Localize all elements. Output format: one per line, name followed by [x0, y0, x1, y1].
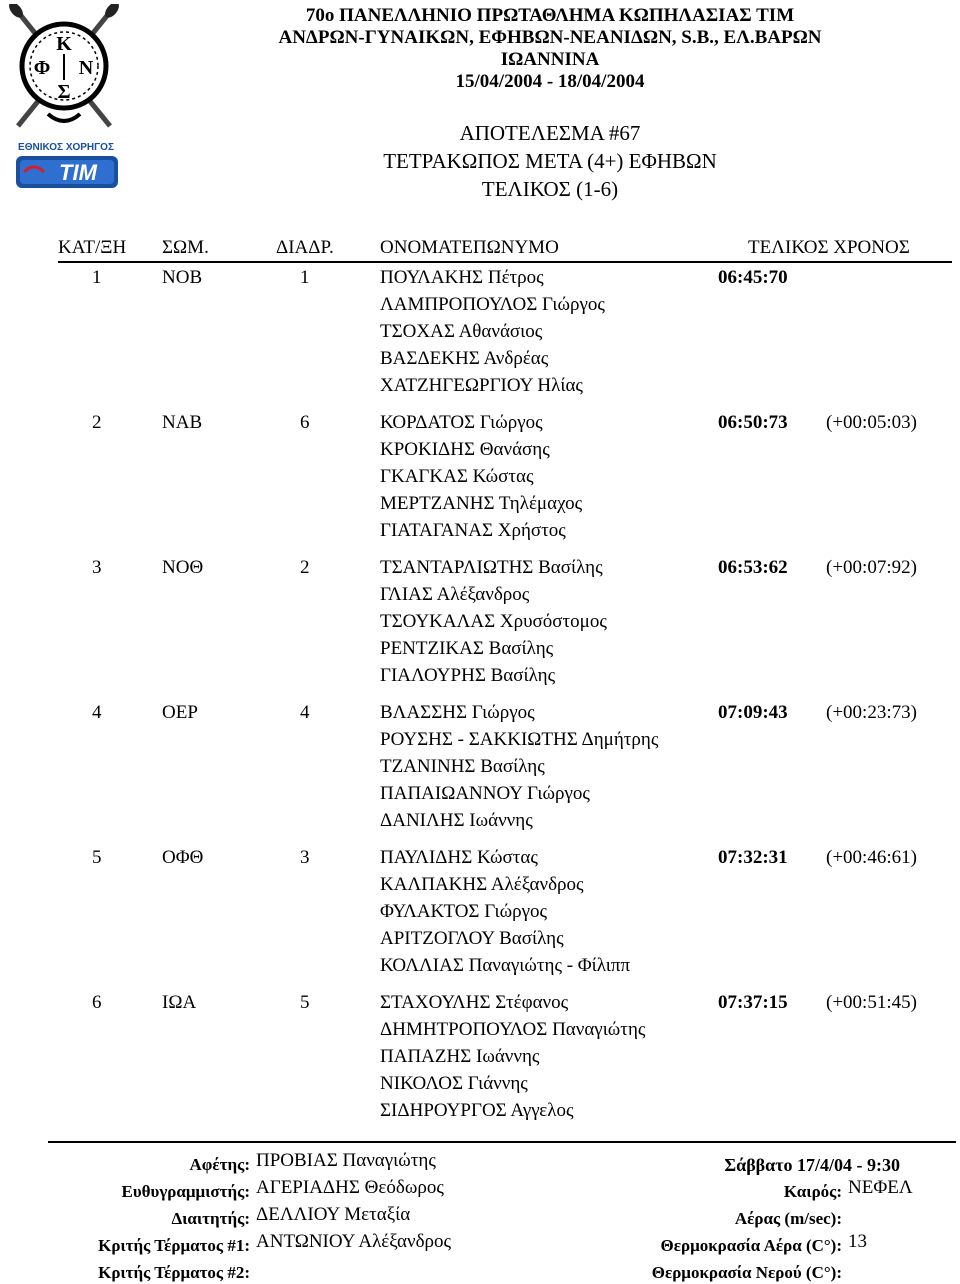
crew-member: ΔΗΜΗΤΡΟΠΟΥΛΟΣ Παναγιώτης — [380, 1019, 646, 1040]
crew-member: ΤΣΟΥΚΑΛΑΣ Χρυσόστομος — [380, 611, 607, 632]
sponsor-text: ΕΘΝΙΚΟΣ ΧΟΡΗΓΟΣ — [18, 142, 114, 153]
result-lane: 5 — [300, 992, 310, 1013]
logo-letter-2: Φ — [33, 57, 51, 79]
crew-member: ΚΟΡΔΑΤΟΣ Γιώργος — [380, 412, 543, 433]
official-label: Ευθυγραμμιστής: — [121, 1182, 250, 1201]
federation-emblem-icon — [4, 4, 126, 190]
water-temp-label: Θερμοκρασία Νερού (C°): — [651, 1263, 842, 1282]
result-rank: 5 — [92, 847, 102, 868]
result-number: ΑΠΟΤΕΛΕΣΜΑ #67 — [459, 121, 641, 145]
crew-member: ΠΑΠΑΖΗΣ Ιωάννης — [380, 1046, 540, 1067]
championship-dates: 15/04/2004 - 18/04/2004 — [455, 71, 645, 92]
result-time: 07:37:15 — [718, 992, 788, 1013]
footer-divider — [48, 1141, 956, 1143]
crew-member: ΝΙΚΟΛΟΣ Γιάννης — [380, 1073, 528, 1094]
weather-value: ΝΕΦΕΛ — [848, 1177, 913, 1198]
col-club: ΣΩΜ. — [162, 237, 209, 258]
col-time: ΤΕΛΙΚΟΣ ΧΡΟΝΟΣ — [748, 237, 910, 258]
crew-member: ΤΣΑΝΤΑΡΛΙΩΤΗΣ Βασίλης — [380, 557, 603, 578]
result-club: ΙΩΑ — [162, 992, 197, 1013]
crew-member: ΓΙΑΤΑΓΑΝΑΣ Χρήστος — [380, 520, 566, 541]
crew-member: ΑΡΙΤΖΟΓΛΟΥ Βασίλης — [380, 928, 564, 949]
result-club: ΝΑΒ — [162, 412, 203, 433]
result-time-diff: (+00:05:03) — [826, 412, 917, 433]
crew-member: ΚΑΛΠΑΚΗΣ Αλέξανδρος — [380, 874, 584, 895]
crew-member: ΤΣΟΧΑΣ Αθανάσιος — [380, 321, 543, 342]
official-value: ΑΓΕΡΙΑΔΗΣ Θεόδωρος — [256, 1177, 444, 1198]
crew-member: ΣΙΔΗΡΟΥΡΓΟΣ Αγγελος — [380, 1100, 574, 1121]
result-time: 07:09:43 — [718, 702, 788, 723]
crew-member: ΠΑΠΑΙΩΑΝΝΟΥ Γιώργος — [380, 783, 590, 804]
championship-location: ΙΩΑΝΝΙΝΑ — [500, 49, 600, 70]
federation-logo — [4, 4, 126, 190]
crew-member: ΦΥΛΑΚΤΟΣ Γιώργος — [380, 901, 548, 922]
result-club: ΝΟΘ — [162, 557, 204, 578]
championship-categories: ΑΝΔΡΩΝ-ΓΥΝΑΙΚΩΝ, ΕΦΗΒΩΝ-ΝΕΑΝΙΔΩΝ, S.B., ΕΛ.ΒΑΡΩΝ — [278, 27, 822, 48]
crew-member: ΠΑΥΛΙΔΗΣ Κώστας — [380, 847, 538, 868]
result-lane: 4 — [300, 702, 310, 723]
race-datetime: Σάββατο 17/4/04 - 9:30 — [724, 1155, 900, 1175]
official-value: ΠΡΟΒΙΑΣ Παναγιώτης — [256, 1150, 436, 1171]
result-time-diff: (+00:51:45) — [826, 992, 917, 1013]
crew-member: ΓΛΙΑΣ Αλέξανδρος — [380, 584, 530, 605]
header-divider — [58, 261, 952, 263]
air-temp-label: Θερμοκρασία Αέρα (C°): — [660, 1236, 842, 1255]
crew-member: ΧΑΤΖΗΓΕΩΡΓΙΟΥ Ηλίας — [380, 375, 583, 396]
sponsor-brand: TIM — [59, 160, 97, 185]
col-rank: ΚΑΤ/ΞΗ — [58, 237, 127, 258]
air-temp-value: 13 — [848, 1231, 867, 1252]
crew-member: ΡΟΥΣΗΣ - ΣΑΚΚΙΩΤΗΣ Δημήτρης — [380, 729, 659, 750]
event-round: ΤΕΛΙΚΟΣ (1-6) — [481, 177, 619, 201]
crew-member: ΛΑΜΠΡΟΠΟΥΛΟΣ Γιώργος — [380, 294, 605, 315]
championship-title: 70ο ΠΑΝΕΛΛΗΝΙΟ ΠΡΩΤΑΘΛΗΜΑ ΚΩΠΗΛΑΣΙΑΣ ΤΙΜ — [305, 5, 795, 26]
result-time-diff: (+00:07:92) — [826, 557, 917, 578]
result-time: 06:45:70 — [718, 267, 788, 288]
official-label: Κριτής Τέρματος #2: — [98, 1263, 250, 1282]
result-time-diff: (+00:23:73) — [826, 702, 917, 723]
crew-member: ΔΑΝΙΛΗΣ Ιωάννης — [380, 810, 533, 831]
official-label: Αφέτης: — [189, 1155, 250, 1174]
crew-member: ΒΑΣΔΕΚΗΣ Ανδρέας — [380, 348, 549, 369]
crew-member: ΣΤΑΧΟΥΛΗΣ Στέφανος — [380, 992, 569, 1013]
logo-letter-3: Ν — [78, 57, 94, 79]
crew-member: ΒΛΑΣΣΗΣ Γιώργος — [380, 702, 535, 723]
wind-label: Αέρας (m/sec): — [734, 1209, 842, 1228]
result-rank: 4 — [92, 702, 102, 723]
result-rank: 2 — [92, 412, 102, 433]
result-club: ΝΟΒ — [162, 267, 203, 288]
result-rank: 6 — [92, 992, 102, 1013]
weather-label: Καιρός: — [783, 1182, 842, 1201]
col-name: ΟΝΟΜΑΤΕΠΩΝΥΜΟ — [380, 237, 559, 258]
result-time-diff: (+00:46:61) — [826, 847, 917, 868]
result-time: 06:53:62 — [718, 557, 788, 578]
result-lane: 3 — [300, 847, 310, 868]
official-value: ΔΕΛΛΙΟΥ Μεταξία — [256, 1204, 411, 1225]
result-lane: 2 — [300, 557, 310, 578]
official-label: Διαιτητής: — [171, 1209, 250, 1228]
result-rank: 3 — [92, 557, 102, 578]
crew-member: ΠΟΥΛΑΚΗΣ Πέτρος — [380, 267, 544, 288]
crew-member: ΤΖΑΝΙΝΗΣ Βασίλης — [380, 756, 545, 777]
result-rank: 1 — [92, 267, 102, 288]
crew-member: ΡΕΝΤΖΙΚΑΣ Βασίλης — [380, 638, 554, 659]
result-lane: 1 — [300, 267, 310, 288]
col-lane: ΔΙΑΔΡ. — [276, 237, 334, 258]
crew-member: ΚΡΟΚΙΔΗΣ Θανάσης — [380, 439, 550, 460]
official-label: Κριτής Τέρματος #1: — [98, 1236, 250, 1255]
result-lane: 6 — [300, 412, 310, 433]
crew-member: ΓΚΑΓΚΑΣ Κώστας — [380, 466, 534, 487]
logo-letter-1: Κ — [56, 33, 72, 55]
crew-member: ΚΟΛΛΙΑΣ Παναγιώτης - Φίλιππ — [380, 955, 631, 976]
result-time: 07:32:31 — [718, 847, 788, 868]
result-club: ΟΕΡ — [162, 702, 198, 723]
event-name: ΤΕΤΡΑΚΩΠΟΣ ΜΕΤΑ (4+) ΕΦΗΒΩΝ — [383, 149, 717, 173]
crew-member: ΜΕΡΤΖΑΝΗΣ Τηλέμαχος — [380, 493, 583, 514]
result-time: 06:50:73 — [718, 412, 788, 433]
logo-letter-4: Σ — [57, 81, 71, 103]
official-value: ΑΝΤΩΝΙΟΥ Αλέξανδρος — [256, 1231, 452, 1252]
crew-member: ΓΙΑΛΟΥΡΗΣ Βασίλης — [380, 665, 556, 686]
result-club: ΟΦΘ — [162, 847, 204, 868]
